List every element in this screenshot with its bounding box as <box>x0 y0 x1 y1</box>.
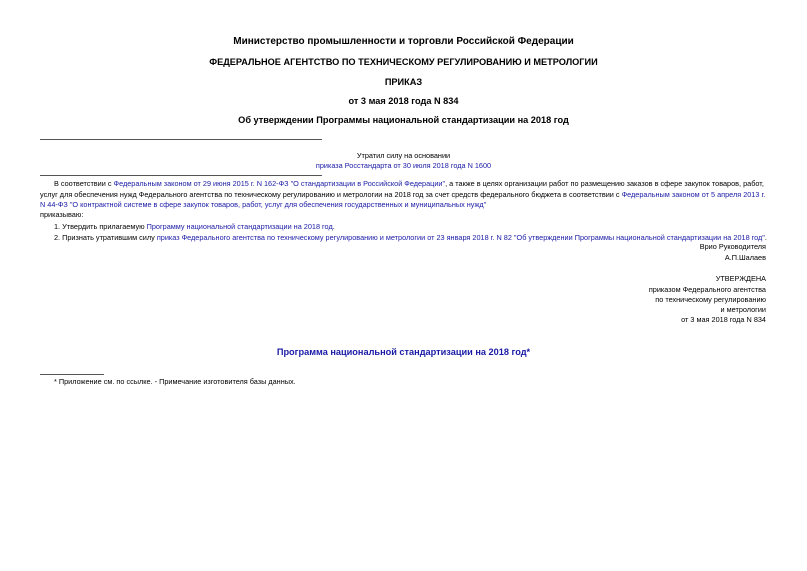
separator-top <box>40 139 322 140</box>
item-2-end: . <box>764 233 767 242</box>
item-1 <box>54 222 335 232</box>
doc-type: ПРИКАЗ <box>384 77 423 87</box>
separator-bottom <box>40 175 322 176</box>
footnote: * Приложение см. по ссылке. - Примечание изготовителя базы данных. <box>54 377 296 386</box>
law-44-link[interactable]: Федеральным законом от 5 апреля 2013 г. N 44-ФЗ "О контрактной системе в сфере закупок товаров, работ, услуг для обеспечения государственных и муниципальных нужд" <box>40 189 766 209</box>
item-1-text: 1. Утвердить прилагаемую <box>54 222 147 231</box>
doc-subject: Об утверждении Программы национальной стандартизации на 2018 год <box>238 115 569 125</box>
approval-line-2: приказом Федерального агентства <box>648 285 766 294</box>
ministry-name: Министерство промышленности и торговли Российской Федерации <box>233 36 574 47</box>
program-title[interactable]: Программа национальной стандартизации на 2018 год* <box>276 347 531 357</box>
signature-title: Врио Руководителя <box>699 242 766 251</box>
item-2 <box>54 233 767 243</box>
footnote-separator <box>40 374 104 375</box>
approval-line-4: и метрологии <box>720 305 766 314</box>
doc-date: от 3 мая 2018 года N 834 <box>348 96 459 106</box>
preamble-text-2: , а также в целях организации работ по размещению заказов в сфере закупок товаров, работ, услуг для обеспечения нужд Федерального агентства по техническому регулированию и метрологии на 2018 год за счет средств федерального бюджета в соответствии с <box>40 179 764 199</box>
item-2-text: 2. Признать утратившим силу <box>54 233 157 242</box>
preamble-paragraph <box>40 179 766 211</box>
agency-name: ФЕДЕРАЛЬНОЕ АГЕНТСТВО ПО ТЕХНИЧЕСКОМУ РЕГУЛИРОВАНИЮ И МЕТРОЛОГИИ <box>209 57 598 67</box>
approval-line-1: УТВЕРЖДЕНА <box>715 274 766 283</box>
law-162-link[interactable]: Федеральным законом от 29 июня 2015 г. N 162-ФЗ "О стандартизации в Российской Федерации" <box>113 179 446 188</box>
item-1-end: . <box>332 222 335 231</box>
order-82-link[interactable]: приказ Федерального агентства по техническому регулированию и метрологии от 23 января 2018 г. N 82 "Об утверждении Программы национальной стандартизации на 2018 год" <box>156 233 765 242</box>
orders-word: приказываю: <box>40 210 84 219</box>
preamble-text-1: В соответствии с <box>54 179 114 188</box>
program-link[interactable]: Программу национальной стандартизации на 2018 год <box>146 222 333 231</box>
signature-name: А.П.Шалаев <box>724 253 766 262</box>
revoked-note-text: Утратил силу на основании <box>356 151 451 160</box>
approval-line-5: от 3 мая 2018 года N 834 <box>681 315 766 324</box>
approval-line-3: по техническому регулированию <box>655 295 766 304</box>
revoked-note-link[interactable]: приказа Росстандарта от 30 июля 2018 года N 1600 <box>315 161 492 170</box>
